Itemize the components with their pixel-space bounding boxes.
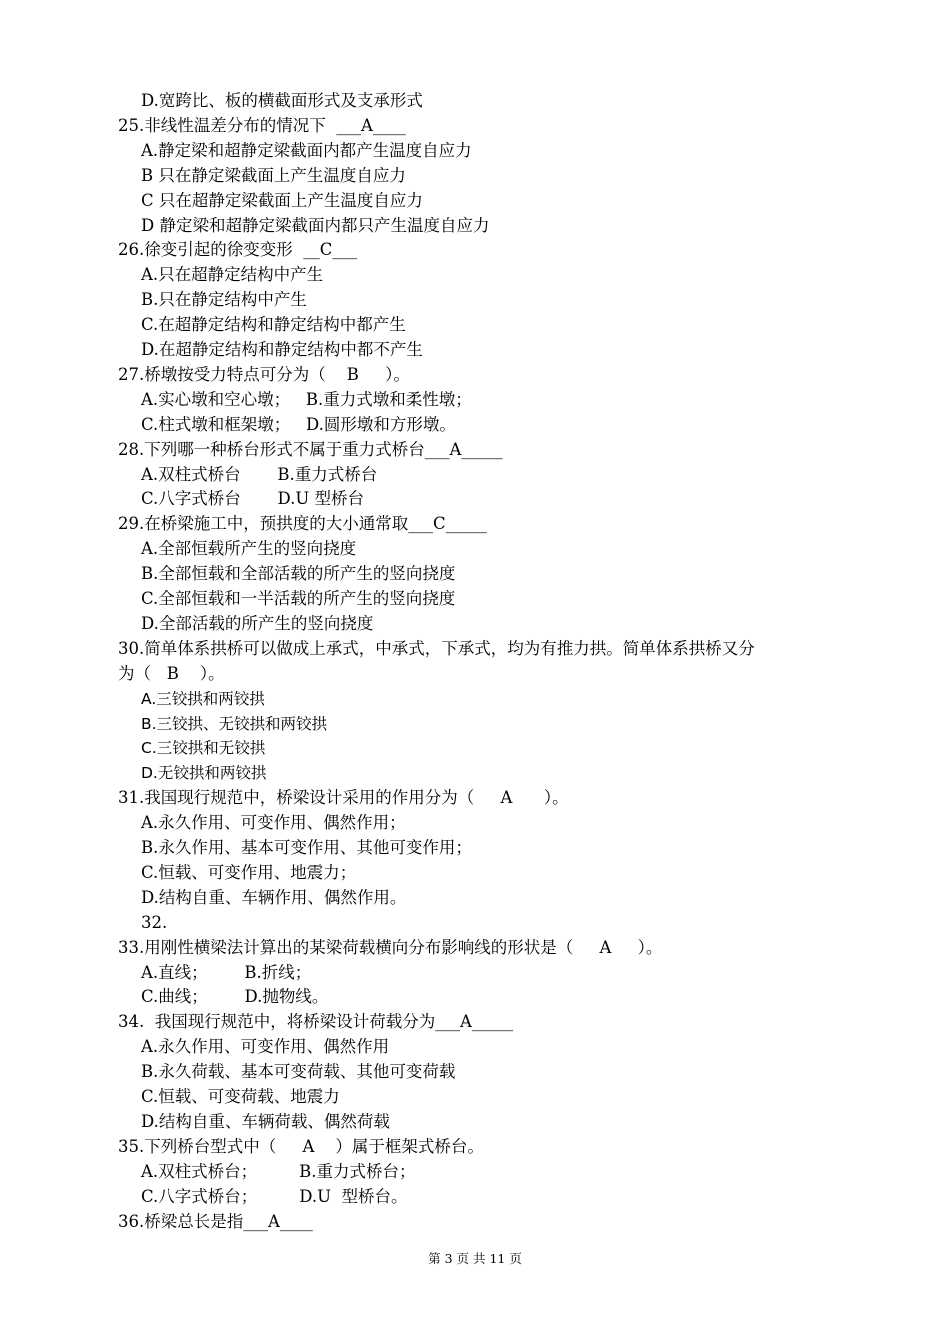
- text-line: C.恒载、可变荷载、地震力: [141, 1087, 340, 1106]
- question-line: 26.徐变引起的徐变变形 __C___: [118, 240, 358, 260]
- question-line: 27.桥墩按受力特点可分为（ B ）。: [118, 364, 410, 384]
- question-line: 29.在桥梁施工中，预拱度的大小通常取___C_____: [118, 514, 487, 534]
- text-line: A.只在超静定结构中产生: [141, 265, 324, 285]
- text-line: A.双柱式桥台 B.重力式桥台: [141, 464, 378, 484]
- question-line: 33.用刚性横梁法计算出的某梁荷载横向分布影响线的形状是（ A ）。: [118, 937, 663, 957]
- text-line: C 只在超静定梁截面上产生温度自应力: [141, 190, 423, 210]
- text-line: C.柱式墩和框架墩； D.圆形墩和方形墩。: [141, 414, 456, 434]
- question-line: 31.我国现行规范中，桥梁设计采用的作用分为（ A ）。: [118, 788, 569, 808]
- page-footer: 第 3 页 共 11 页: [428, 1251, 522, 1266]
- text-line: A.双柱式桥台； B.重力式桥台；: [141, 1161, 416, 1181]
- text-line: A.永久作用、可变作用、偶然作用: [141, 1037, 390, 1057]
- question-line: 30.简单体系拱桥可以做成上承式，中承式，下承式，均为有推力拱。简单体系拱桥又分: [118, 638, 755, 658]
- text-line: D.无铰拱和两铰拱: [141, 764, 267, 783]
- text-line: D.全部活载的所产生的竖向挠度: [141, 613, 374, 633]
- text-line: C.曲线； D.抛物线。: [141, 987, 329, 1007]
- text-line: 为（ B ）。: [118, 663, 225, 683]
- text-line: D.宽跨比、板的横截面形式及支承形式: [141, 91, 423, 110]
- text-line: D 静定梁和超静定梁截面内都只产生温度自应力: [141, 215, 490, 235]
- text-line: A.永久作用、可变作用、偶然作用；: [141, 813, 406, 833]
- question-line: 34. 我国现行规范中，将桥梁设计荷载分为___A_____: [118, 1012, 514, 1032]
- question-line: 25.非线性温差分布的情况下 ___A____: [118, 115, 406, 135]
- text-line: A.静定梁和超静定梁截面内都产生温度自应力: [141, 140, 472, 160]
- question-line: 35.下列桥台型式中（ A ）属于框架式桥台。: [118, 1136, 484, 1156]
- text-line: B.永久作用、基本可变作用、其他可变作用；: [141, 838, 472, 857]
- text-line: B.只在静定结构中产生: [141, 290, 307, 310]
- question-line: 28.下列哪一种桥台形式不属于重力式桥台___A_____: [118, 439, 503, 459]
- text-line: B.全部恒载和全部活载的所产生的竖向挠度: [141, 564, 456, 584]
- text-line: C.在超静定结构和静定结构中都产生: [141, 315, 406, 335]
- text-line: A.实心墩和空心墩； B.重力式墩和柔性墩；: [141, 389, 472, 409]
- text-line: A.全部恒载所产生的竖向挠度: [141, 539, 357, 559]
- text-line: C.八字式桥台； D.U 型桥台。: [141, 1186, 408, 1206]
- text-line: C.八字式桥台 D.U 型桥台: [141, 489, 365, 509]
- text-line: C.全部恒载和一半活载的所产生的竖向挠度: [141, 589, 456, 608]
- text-line: D.结构自重、车辆作用、偶然作用。: [141, 887, 407, 907]
- question-line: 36.桥梁总长是指___A____: [118, 1211, 313, 1231]
- text-line: B.永久荷载、基本可变荷载、其他可变荷载: [141, 1062, 456, 1082]
- text-line: 32.: [141, 912, 168, 932]
- text-line: C.三铰拱和无铰拱: [141, 739, 266, 758]
- text-line: A.直线； B.折线；: [141, 962, 312, 982]
- text-line: A.三铰拱和两铰拱: [141, 689, 265, 708]
- text-line: C.恒载、可变作用、地震力；: [141, 862, 357, 882]
- text-line: D.结构自重、车辆荷载、偶然荷载: [141, 1111, 390, 1131]
- text-line: D.在超静定结构和静定结构中都不产生: [141, 340, 423, 359]
- text-line: B.三铰拱、无铰拱和两铰拱: [141, 714, 328, 733]
- text-line: B 只在静定梁截面上产生温度自应力: [141, 165, 406, 185]
